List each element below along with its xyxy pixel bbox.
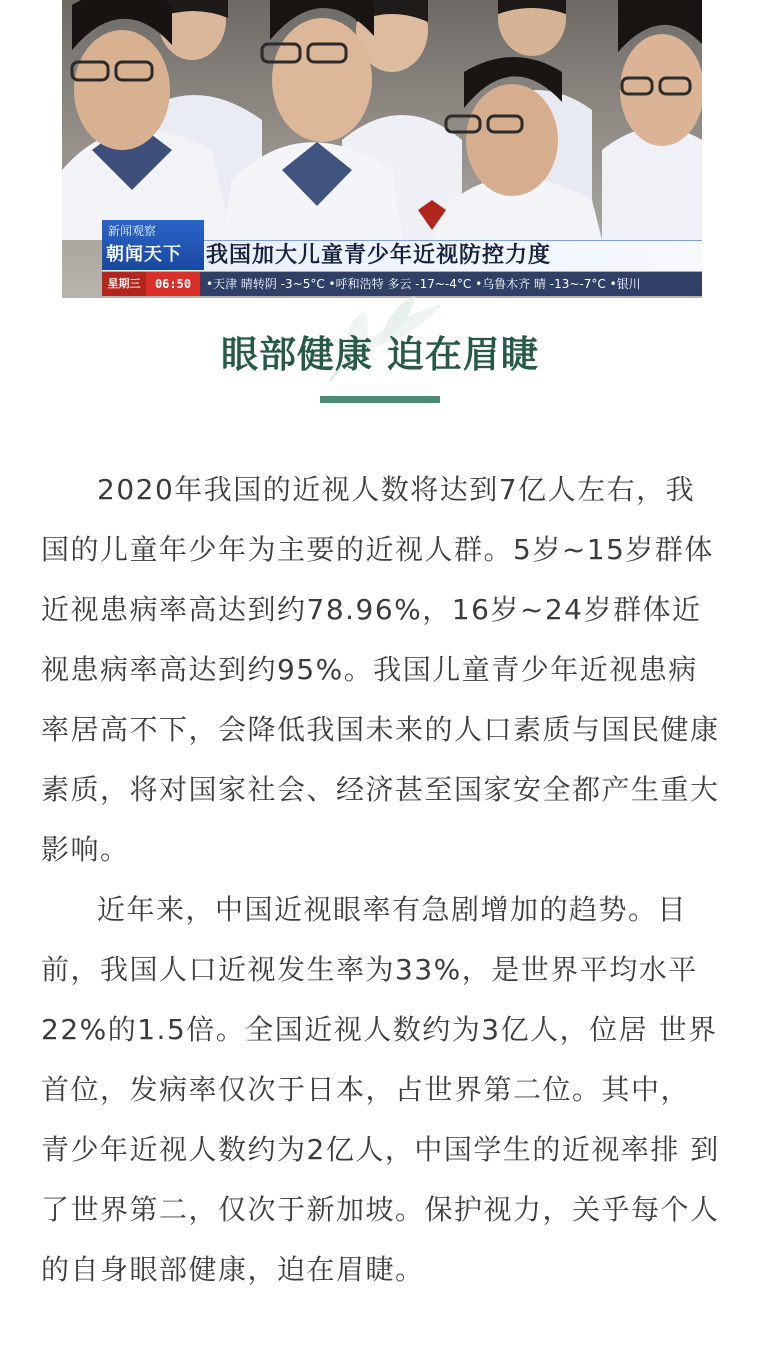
program-subtitle: 新闻观察 bbox=[108, 224, 157, 238]
ticker-weekday: 星期三 bbox=[102, 272, 146, 296]
ticker-time: 06:50 bbox=[146, 272, 200, 296]
program-name: 朝闻天下 bbox=[106, 244, 182, 265]
news-headline: 我国加大儿童青少年近视防控力度 bbox=[206, 243, 552, 268]
ticker-weather-text: •天津 晴转阴 -3~5°C •呼和浩特 多云 -17~-4°C •乌鲁木齐 晴 -13~-7°C •银川 bbox=[206, 277, 641, 291]
paragraph-2: 近年来，中国近视眼率有急剧增加的趋势。目前，我国人口近视发生率为33%，是世界平均水平22%的1.5倍。全国近视人数约为3亿人，位居 世界首位，发病率仅次于日本，占世界第二位。其中， 青少年近视人数约为2亿人，中国学生的近视率排 到了世界第二，仅次于新加坡。保护视力，关乎每个人的自身眼部健康，迫在眉睫。 bbox=[41, 893, 720, 1286]
section-title: 眼部健康 迫在眉睫 bbox=[221, 333, 539, 376]
paragraph-1: 2020年我国的近视人数将达到7亿人左右，我国的儿童年少年为主要的近视人群。5岁~15岁群体近视患病率高达到约78.96%，16岁~24岁群体近视患病率高达到约95%。我国儿童青少年近视患病率居高不下，会降低我国未来的人口素质与国民健康素质，将对国家社会、经济甚至国家安全都产生重大影响。 bbox=[41, 473, 720, 866]
news-screenshot-image bbox=[62, 0, 702, 298]
article-body bbox=[41, 460, 721, 1300]
title-underline bbox=[320, 396, 440, 403]
